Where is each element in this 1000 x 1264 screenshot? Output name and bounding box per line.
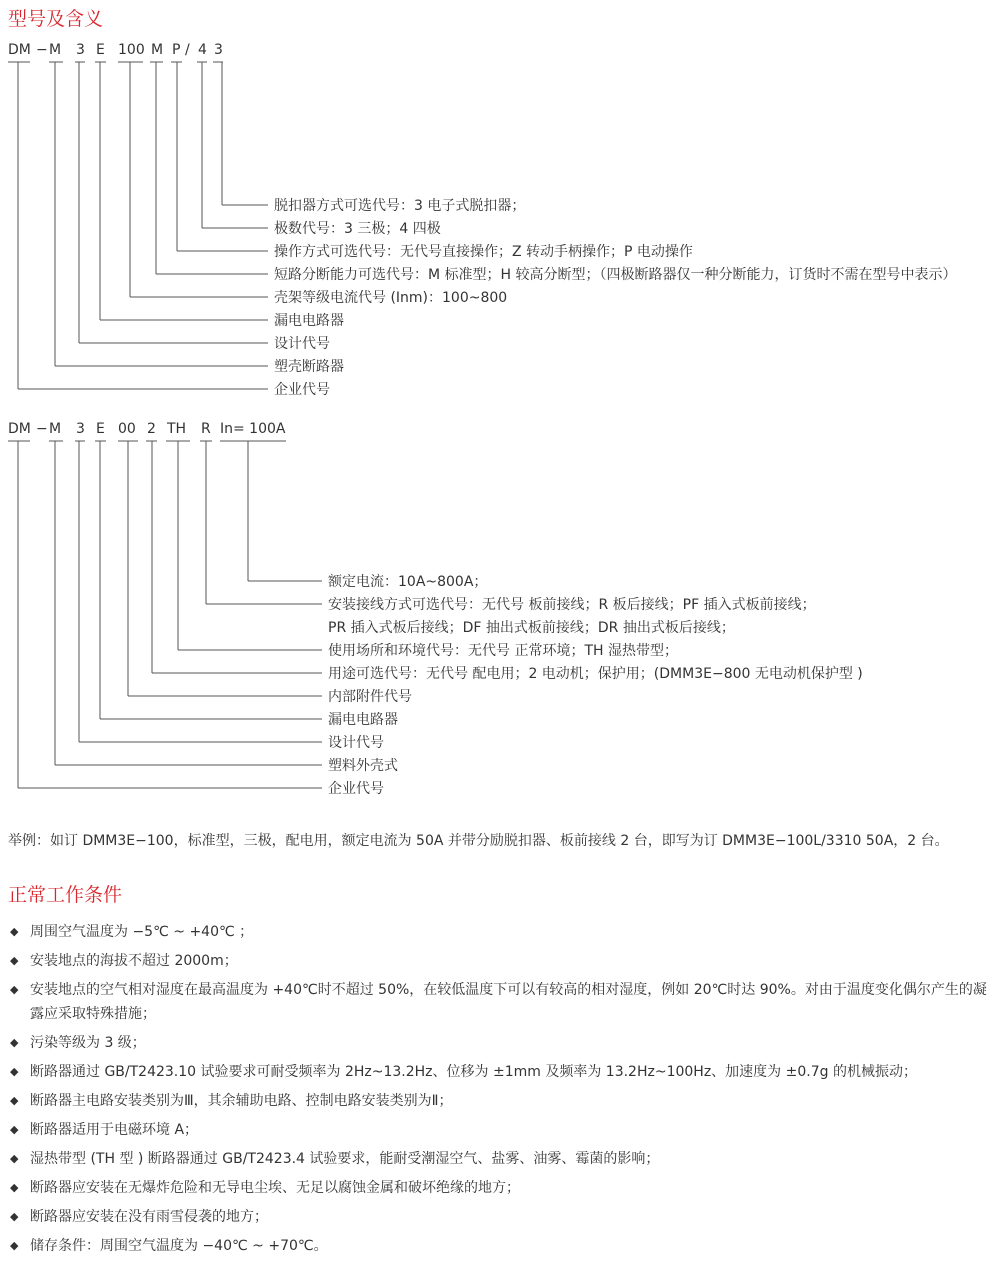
code2-part-3: 3 [76, 421, 85, 437]
code1-desc: 短路分断能力可选代号：M 标准型；H 较高分断型；（四极断路器仅一种分断能力，订货时不需在型号中表示） [274, 267, 957, 283]
code2-part-e: E [96, 421, 105, 437]
code1-part-m2: M [151, 42, 164, 58]
code2-desc: 企业代号 [328, 781, 384, 797]
list-item [8, 1031, 993, 1055]
condition-text: 周围空气温度为 −5℃ ~ +40℃ ； [30, 924, 254, 940]
list-item [8, 1147, 993, 1171]
condition-text: 断路器通过 GB/T2423.10 试验要求可耐受频率为 2Hz~13.2Hz、位移为 ±1mm 及频率为 13.2Hz~100Hz、加速度为 ±0.7g 的机械振动； [30, 1064, 917, 1080]
diamond-bullet-icon: ◆ [10, 925, 19, 938]
code1-desc: 企业代号 [274, 382, 330, 398]
section-title-model: 型号及含义 [8, 8, 104, 30]
order-example: 举例：如订 DMM3E−100，标准型，三极，配电用，额定电流为 50A 并带分励脱扣器、板前接线 2 台，即写为订 DMM3E−100L/3310 50A，2 台。 [8, 833, 949, 849]
condition-text: 安装地点的空气相对湿度在最高温度为 +40℃时不超过 50%，在较低温度下可以有较高的相对湿度，例如 20℃时达 90%。对由于温度变化偶尔产生的凝露应采取特殊措施； [30, 982, 987, 1022]
list-item [8, 1205, 993, 1229]
list-item [8, 1176, 993, 1200]
list-item [8, 1060, 993, 1084]
diamond-bullet-icon: ◆ [10, 1123, 19, 1136]
code1-desc: 塑壳断路器 [274, 359, 344, 375]
diamond-bullet-icon: ◆ [10, 1094, 19, 1107]
diamond-bullet-icon: ◆ [10, 1036, 19, 1049]
code1-desc: 操作方式可选代号：无代号直接操作；Z 转动手柄操作；P 电动操作 [274, 244, 693, 260]
code2-desc: 内部附件代号 [328, 689, 412, 705]
diamond-bullet-icon: ◆ [10, 1239, 19, 1252]
code2-part-dash: − [36, 421, 48, 437]
code2-desc: PR 插入式板后接线；DF 抽出式板前接线；DR 抽出式板后接线； [328, 620, 735, 636]
condition-text: 湿热带型 (TH 型 ) 断路器通过 GB/T2423.4 试验要求，能耐受潮湿空气、盐雾、油雾、霉菌的影响； [30, 1151, 660, 1167]
diamond-bullet-icon: ◆ [10, 1065, 19, 1078]
list-item [8, 949, 993, 973]
code1-desc: 壳架等级电流代号 (Inm)：100~800 [274, 290, 508, 306]
code1-desc: 脱扣器方式可选代号：3 电子式脱扣器； [274, 198, 526, 214]
condition-text: 断路器应安装在无爆炸危险和无导电尘埃、无足以腐蚀金属和破坏绝缘的地方； [30, 1180, 520, 1196]
condition-text: 断路器适用于电磁环境 A； [30, 1122, 199, 1138]
code1-part-100: 100 [118, 42, 145, 58]
code2-part-th: TH [167, 421, 187, 437]
condition-text: 储存条件：周围空气温度为 −40℃ ~ +70℃。 [30, 1238, 328, 1254]
diamond-bullet-icon: ◆ [10, 1152, 19, 1165]
code2-desc: 用途可选代号：无代号 配电用；2 电动机；保护用；(DMM3E−800 无电动机保护型 ) [328, 666, 863, 682]
code2-part-dm: DM [8, 421, 31, 437]
code2-desc: 塑料外壳式 [328, 758, 398, 774]
code1-desc: 漏电电路器 [274, 313, 344, 329]
list-item [8, 1089, 993, 1113]
code2-part-r: R [201, 421, 211, 437]
code1-desc: 设计代号 [274, 336, 330, 352]
condition-text: 污染等级为 3 级； [30, 1035, 146, 1051]
diamond-bullet-icon: ◆ [10, 1210, 19, 1223]
condition-text: 断路器应安装在没有雨雪侵袭的地方； [30, 1209, 268, 1225]
list-item [8, 1118, 993, 1142]
code1-part-dm: DM [8, 42, 31, 58]
condition-text: 安装地点的海拔不超过 2000m； [30, 953, 238, 969]
code2-part-m: M [49, 421, 62, 437]
code1-part-3: 3 [76, 42, 85, 58]
list-item [8, 920, 993, 944]
diamond-bullet-icon: ◆ [10, 983, 19, 996]
code2-desc: 设计代号 [328, 735, 384, 751]
diamond-bullet-icon: ◆ [10, 954, 19, 967]
conditions-list [8, 920, 993, 1263]
code1-part-e: E [96, 42, 105, 58]
code2-part-in: In= 100A [220, 421, 286, 437]
code2-desc: 额定电流：10A~800A； [328, 574, 488, 590]
code1-part-dash: − [36, 42, 48, 58]
code2-desc: 漏电电路器 [328, 712, 398, 728]
condition-text: 断路器主电路安装类别为Ⅲ，其余辅助电路、控制电路安装类别为Ⅱ； [30, 1093, 453, 1109]
code1-desc: 极数代号：3 三极；4 四极 [274, 221, 441, 237]
code2-part-00: 00 [118, 421, 136, 437]
code2-part-2: 2 [147, 421, 156, 437]
code2-desc: 使用场所和环境代号：无代号 正常环境；TH 湿热带型； [328, 643, 678, 659]
section-title-conditions: 正常工作条件 [8, 884, 123, 906]
code1-part-3b: 3 [214, 42, 223, 58]
list-item [8, 978, 993, 1026]
list-item [8, 1234, 993, 1258]
code1-part-p: P [172, 42, 181, 58]
code2-desc: 安装接线方式可选代号：无代号 板前接线；R 板后接线；PF 插入式板前接线； [328, 597, 816, 613]
code1-part-4: 4 [198, 42, 207, 58]
code1-part-m: M [49, 42, 62, 58]
diamond-bullet-icon: ◆ [10, 1181, 19, 1194]
code1-part-slash: / [185, 42, 190, 58]
